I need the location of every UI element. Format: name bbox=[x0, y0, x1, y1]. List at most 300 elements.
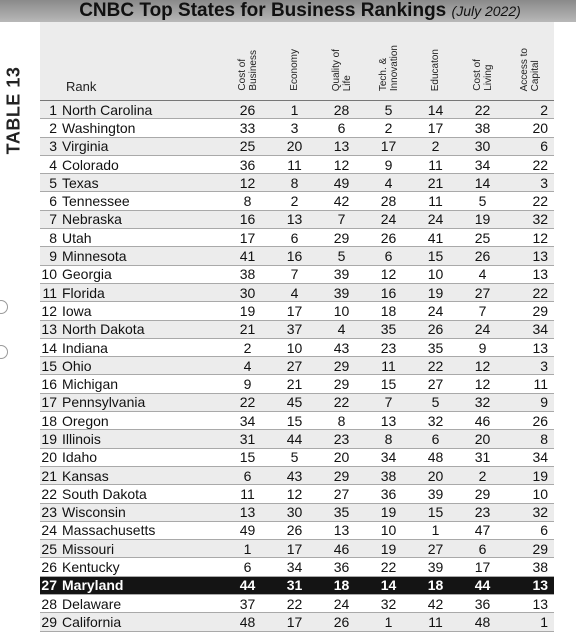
score-cell: 12 bbox=[365, 265, 412, 283]
score-cell: 22 bbox=[271, 595, 318, 613]
rank-cell: 26 bbox=[40, 558, 62, 576]
score-cell: 38 bbox=[365, 466, 412, 484]
score-cell: 1 bbox=[365, 613, 412, 631]
score-cell: 32 bbox=[365, 595, 412, 613]
rank-cell: 22 bbox=[40, 485, 62, 503]
score-cell: 44 bbox=[271, 430, 318, 448]
score-cell: 9 bbox=[459, 338, 506, 356]
score-cell: 12 bbox=[224, 174, 271, 192]
rank-cell: 13 bbox=[40, 320, 62, 338]
score-cell: 22 bbox=[412, 357, 459, 375]
state-cell: Nebraska bbox=[62, 210, 224, 228]
score-cell: 34 bbox=[506, 320, 554, 338]
col-access-to-capital-header bbox=[506, 22, 554, 101]
state-cell: Ohio bbox=[62, 357, 224, 375]
state-cell: Wisconsin bbox=[62, 503, 224, 521]
score-cell: 4 bbox=[459, 265, 506, 283]
score-cell: 1 bbox=[224, 540, 271, 558]
score-cell: 39 bbox=[412, 485, 459, 503]
state-cell: Illinois bbox=[62, 430, 224, 448]
score-cell: 30 bbox=[271, 503, 318, 521]
table-row bbox=[40, 302, 554, 320]
score-cell: 12 bbox=[506, 229, 554, 247]
score-cell: 29 bbox=[506, 540, 554, 558]
score-cell: 19 bbox=[365, 503, 412, 521]
col-tech-innovation-header bbox=[365, 22, 412, 101]
score-cell: 7 bbox=[365, 393, 412, 411]
score-cell: 8 bbox=[506, 430, 554, 448]
score-cell: 20 bbox=[318, 448, 365, 466]
column-header-text: Quality of Life bbox=[330, 48, 353, 91]
score-cell: 36 bbox=[365, 485, 412, 503]
score-cell: 2 bbox=[412, 137, 459, 155]
score-cell: 18 bbox=[412, 576, 459, 594]
score-cell: 36 bbox=[224, 155, 271, 173]
score-cell: 43 bbox=[318, 338, 365, 356]
column-header-text: Economy bbox=[289, 49, 301, 91]
score-cell: 6 bbox=[506, 137, 554, 155]
score-cell: 14 bbox=[412, 101, 459, 119]
state-cell: Maryland bbox=[62, 576, 224, 594]
score-cell: 2 bbox=[365, 119, 412, 137]
score-cell: 23 bbox=[365, 338, 412, 356]
score-cell: 10 bbox=[412, 265, 459, 283]
score-cell: 31 bbox=[459, 448, 506, 466]
score-cell: 36 bbox=[318, 558, 365, 576]
score-cell: 19 bbox=[506, 466, 554, 484]
state-cell: North Carolina bbox=[62, 101, 224, 119]
state-cell: Kansas bbox=[62, 466, 224, 484]
score-cell: 42 bbox=[318, 192, 365, 210]
score-cell: 7 bbox=[459, 302, 506, 320]
rank-cell: 18 bbox=[40, 412, 62, 430]
state-cell: South Dakota bbox=[62, 485, 224, 503]
score-cell: 19 bbox=[459, 210, 506, 228]
rank-cell: 21 bbox=[40, 466, 62, 484]
rank-cell: 10 bbox=[40, 265, 62, 283]
score-cell: 13 bbox=[318, 521, 365, 539]
score-cell: 42 bbox=[412, 595, 459, 613]
rank-cell: 25 bbox=[40, 540, 62, 558]
score-cell: 1 bbox=[506, 613, 554, 631]
score-cell: 37 bbox=[271, 320, 318, 338]
score-cell: 6 bbox=[412, 430, 459, 448]
table-row bbox=[40, 485, 554, 503]
score-cell: 11 bbox=[412, 192, 459, 210]
score-cell: 1 bbox=[412, 521, 459, 539]
rank-cell: 14 bbox=[40, 338, 62, 356]
score-cell: 34 bbox=[459, 155, 506, 173]
score-cell: 9 bbox=[224, 375, 271, 393]
score-cell: 17 bbox=[224, 229, 271, 247]
score-cell: 19 bbox=[412, 283, 459, 301]
score-cell: 26 bbox=[412, 320, 459, 338]
table-row bbox=[40, 283, 554, 301]
score-cell: 6 bbox=[224, 466, 271, 484]
state-cell: Pennsylvania bbox=[62, 393, 224, 411]
score-cell: 26 bbox=[365, 229, 412, 247]
state-cell: Oregon bbox=[62, 412, 224, 430]
score-cell: 22 bbox=[459, 101, 506, 119]
state-cell: Indiana bbox=[62, 338, 224, 356]
score-cell: 7 bbox=[318, 210, 365, 228]
score-cell: 16 bbox=[365, 283, 412, 301]
score-cell: 6 bbox=[224, 558, 271, 576]
score-cell: 28 bbox=[318, 101, 365, 119]
state-cell: Missouri bbox=[62, 540, 224, 558]
score-cell: 46 bbox=[459, 412, 506, 430]
score-cell: 26 bbox=[224, 101, 271, 119]
table-row bbox=[40, 338, 554, 356]
score-cell: 9 bbox=[506, 393, 554, 411]
score-cell: 19 bbox=[365, 540, 412, 558]
state-cell: Tennessee bbox=[62, 192, 224, 210]
score-cell: 13 bbox=[271, 210, 318, 228]
score-cell: 13 bbox=[224, 503, 271, 521]
score-cell: 6 bbox=[459, 540, 506, 558]
table-row bbox=[40, 174, 554, 192]
score-cell: 27 bbox=[412, 540, 459, 558]
table-row bbox=[40, 192, 554, 210]
score-cell: 44 bbox=[459, 576, 506, 594]
score-cell: 15 bbox=[412, 247, 459, 265]
score-cell: 2 bbox=[506, 101, 554, 119]
score-cell: 5 bbox=[459, 192, 506, 210]
score-cell: 6 bbox=[318, 119, 365, 137]
rank-cell: 19 bbox=[40, 430, 62, 448]
score-cell: 8 bbox=[224, 192, 271, 210]
score-cell: 43 bbox=[271, 466, 318, 484]
score-cell: 3 bbox=[506, 357, 554, 375]
score-cell: 26 bbox=[506, 412, 554, 430]
column-header-text: Educaton bbox=[430, 48, 442, 91]
table-row bbox=[40, 412, 554, 430]
rank-cell: 3 bbox=[40, 137, 62, 155]
title-date: (July 2022) bbox=[451, 3, 521, 19]
table-row bbox=[40, 210, 554, 228]
score-cell: 27 bbox=[459, 283, 506, 301]
state-cell: Colorado bbox=[62, 155, 224, 173]
rank-cell: 15 bbox=[40, 357, 62, 375]
score-cell: 20 bbox=[271, 137, 318, 155]
score-cell: 13 bbox=[318, 137, 365, 155]
score-cell: 11 bbox=[365, 357, 412, 375]
score-cell: 20 bbox=[459, 430, 506, 448]
table-row bbox=[40, 430, 554, 448]
table-row bbox=[40, 521, 554, 539]
score-cell: 22 bbox=[506, 192, 554, 210]
score-cell: 2 bbox=[224, 338, 271, 356]
state-cell: Georgia bbox=[62, 265, 224, 283]
state-cell: Kentucky bbox=[62, 558, 224, 576]
state-cell: Massachusetts bbox=[62, 521, 224, 539]
score-cell: 11 bbox=[412, 155, 459, 173]
score-cell: 27 bbox=[271, 357, 318, 375]
score-cell: 24 bbox=[365, 210, 412, 228]
score-cell: 23 bbox=[318, 430, 365, 448]
score-cell: 29 bbox=[318, 375, 365, 393]
score-cell: 17 bbox=[412, 119, 459, 137]
score-cell: 15 bbox=[271, 412, 318, 430]
rank-cell: 28 bbox=[40, 595, 62, 613]
score-cell: 38 bbox=[506, 558, 554, 576]
score-cell: 22 bbox=[365, 558, 412, 576]
table-row bbox=[40, 155, 554, 173]
table-row bbox=[40, 503, 554, 521]
score-cell: 15 bbox=[224, 448, 271, 466]
header-row bbox=[40, 22, 554, 101]
rank-cell: 16 bbox=[40, 375, 62, 393]
score-cell: 5 bbox=[318, 247, 365, 265]
score-cell: 15 bbox=[412, 503, 459, 521]
score-cell: 4 bbox=[365, 174, 412, 192]
score-cell: 49 bbox=[224, 521, 271, 539]
score-cell: 24 bbox=[459, 320, 506, 338]
table-row bbox=[40, 265, 554, 283]
score-cell: 39 bbox=[318, 265, 365, 283]
score-cell: 38 bbox=[224, 265, 271, 283]
rank-cell: 23 bbox=[40, 503, 62, 521]
rank-cell: 2 bbox=[40, 119, 62, 137]
table-row bbox=[40, 393, 554, 411]
table-number-label bbox=[2, 40, 26, 180]
score-cell: 27 bbox=[318, 485, 365, 503]
score-cell: 11 bbox=[506, 375, 554, 393]
table-row bbox=[40, 576, 554, 594]
score-cell: 45 bbox=[271, 393, 318, 411]
table-row bbox=[40, 558, 554, 576]
column-header-text: Tech. & Innovation bbox=[377, 44, 400, 91]
score-cell: 13 bbox=[506, 595, 554, 613]
table-row bbox=[40, 595, 554, 613]
score-cell: 31 bbox=[224, 430, 271, 448]
score-cell: 13 bbox=[506, 265, 554, 283]
score-cell: 32 bbox=[506, 210, 554, 228]
state-cell: Delaware bbox=[62, 595, 224, 613]
score-cell: 48 bbox=[224, 613, 271, 631]
score-cell: 35 bbox=[365, 320, 412, 338]
score-cell: 14 bbox=[459, 174, 506, 192]
rank-cell: 9 bbox=[40, 247, 62, 265]
table-row bbox=[40, 613, 554, 631]
score-cell: 12 bbox=[459, 375, 506, 393]
table-row bbox=[40, 137, 554, 155]
score-cell: 7 bbox=[271, 265, 318, 283]
rank-header: Rank bbox=[40, 22, 224, 101]
score-cell: 24 bbox=[318, 595, 365, 613]
score-cell: 8 bbox=[365, 430, 412, 448]
score-cell: 9 bbox=[365, 155, 412, 173]
score-cell: 4 bbox=[318, 320, 365, 338]
score-cell: 12 bbox=[318, 155, 365, 173]
table-row bbox=[40, 466, 554, 484]
score-cell: 11 bbox=[412, 613, 459, 631]
score-cell: 26 bbox=[459, 247, 506, 265]
rank-cell: 4 bbox=[40, 155, 62, 173]
score-cell: 13 bbox=[506, 247, 554, 265]
score-cell: 13 bbox=[506, 338, 554, 356]
score-cell: 10 bbox=[506, 485, 554, 503]
table-body bbox=[40, 101, 554, 632]
score-cell: 21 bbox=[412, 174, 459, 192]
column-header-text: Access to Capital bbox=[519, 47, 542, 91]
table-row bbox=[40, 357, 554, 375]
score-cell: 25 bbox=[224, 137, 271, 155]
score-cell: 26 bbox=[318, 613, 365, 631]
rank-cell: 6 bbox=[40, 192, 62, 210]
rank-cell: 8 bbox=[40, 229, 62, 247]
score-cell: 23 bbox=[459, 503, 506, 521]
score-cell: 6 bbox=[365, 247, 412, 265]
score-cell: 13 bbox=[506, 576, 554, 594]
score-cell: 32 bbox=[506, 503, 554, 521]
rank-cell: 1 bbox=[40, 101, 62, 119]
score-cell: 38 bbox=[459, 119, 506, 137]
score-cell: 22 bbox=[506, 283, 554, 301]
score-cell: 15 bbox=[365, 375, 412, 393]
score-cell: 35 bbox=[318, 503, 365, 521]
score-cell: 46 bbox=[318, 540, 365, 558]
table-number-text: TABLE 13 bbox=[3, 66, 24, 154]
score-cell: 36 bbox=[459, 595, 506, 613]
score-cell: 29 bbox=[318, 229, 365, 247]
score-cell: 10 bbox=[271, 338, 318, 356]
score-cell: 8 bbox=[318, 412, 365, 430]
score-cell: 11 bbox=[271, 155, 318, 173]
score-cell: 17 bbox=[365, 137, 412, 155]
score-cell: 34 bbox=[506, 448, 554, 466]
score-cell: 33 bbox=[224, 119, 271, 137]
state-cell: Utah bbox=[62, 229, 224, 247]
score-cell: 30 bbox=[224, 283, 271, 301]
score-cell: 31 bbox=[271, 576, 318, 594]
score-cell: 48 bbox=[412, 448, 459, 466]
score-cell: 34 bbox=[271, 558, 318, 576]
score-cell: 28 bbox=[365, 192, 412, 210]
score-cell: 6 bbox=[506, 521, 554, 539]
rank-cell: 11 bbox=[40, 283, 62, 301]
state-cell: Florida bbox=[62, 283, 224, 301]
state-cell: North Dakota bbox=[62, 320, 224, 338]
score-cell: 5 bbox=[271, 448, 318, 466]
title-text: CNBC Top States for Business Rankings bbox=[79, 0, 447, 21]
score-cell: 22 bbox=[506, 155, 554, 173]
score-cell: 18 bbox=[365, 302, 412, 320]
rank-cell: 29 bbox=[40, 613, 62, 631]
score-cell: 17 bbox=[271, 302, 318, 320]
score-cell: 21 bbox=[224, 320, 271, 338]
column-header-text: Cost of Living bbox=[471, 59, 494, 91]
score-cell: 29 bbox=[459, 485, 506, 503]
score-cell: 12 bbox=[459, 357, 506, 375]
state-cell: Texas bbox=[62, 174, 224, 192]
score-cell: 30 bbox=[459, 137, 506, 155]
col-education-header bbox=[412, 22, 459, 101]
score-cell: 5 bbox=[365, 101, 412, 119]
score-cell: 16 bbox=[224, 210, 271, 228]
score-cell: 24 bbox=[412, 210, 459, 228]
table-row bbox=[40, 229, 554, 247]
score-cell: 10 bbox=[318, 302, 365, 320]
score-cell: 29 bbox=[318, 357, 365, 375]
score-cell: 18 bbox=[318, 576, 365, 594]
table-row bbox=[40, 320, 554, 338]
score-cell: 10 bbox=[365, 521, 412, 539]
rank-cell: 24 bbox=[40, 521, 62, 539]
score-cell: 37 bbox=[224, 595, 271, 613]
score-cell: 20 bbox=[412, 466, 459, 484]
score-cell: 5 bbox=[412, 393, 459, 411]
rank-cell: 27 bbox=[40, 576, 62, 594]
col-economy-header bbox=[271, 22, 318, 101]
rank-cell: 12 bbox=[40, 302, 62, 320]
state-cell: Iowa bbox=[62, 302, 224, 320]
score-cell: 21 bbox=[271, 375, 318, 393]
score-cell: 34 bbox=[365, 448, 412, 466]
score-cell: 48 bbox=[459, 613, 506, 631]
score-cell: 20 bbox=[506, 119, 554, 137]
table-row bbox=[40, 375, 554, 393]
state-cell: Michigan bbox=[62, 375, 224, 393]
rank-cell: 5 bbox=[40, 174, 62, 192]
rank-cell: 7 bbox=[40, 210, 62, 228]
table-row bbox=[40, 247, 554, 265]
score-cell: 22 bbox=[318, 393, 365, 411]
col-cost-of-living-header bbox=[459, 22, 506, 101]
score-cell: 22 bbox=[224, 393, 271, 411]
table-row bbox=[40, 540, 554, 558]
binding-ring-icon bbox=[0, 300, 8, 314]
score-cell: 4 bbox=[271, 283, 318, 301]
state-cell: Washington bbox=[62, 119, 224, 137]
table-row bbox=[40, 119, 554, 137]
score-cell: 35 bbox=[412, 338, 459, 356]
score-cell: 14 bbox=[365, 576, 412, 594]
score-cell: 11 bbox=[224, 485, 271, 503]
score-cell: 6 bbox=[271, 229, 318, 247]
binding-ring-icon bbox=[0, 345, 8, 359]
score-cell: 32 bbox=[412, 412, 459, 430]
score-cell: 49 bbox=[318, 174, 365, 192]
score-cell: 3 bbox=[271, 119, 318, 137]
score-cell: 17 bbox=[271, 540, 318, 558]
score-cell: 2 bbox=[459, 466, 506, 484]
score-cell: 17 bbox=[459, 558, 506, 576]
score-cell: 16 bbox=[271, 247, 318, 265]
score-cell: 19 bbox=[224, 302, 271, 320]
col-cost-of-business-header bbox=[224, 22, 271, 101]
score-cell: 44 bbox=[224, 576, 271, 594]
score-cell: 13 bbox=[365, 412, 412, 430]
page-title bbox=[40, 0, 560, 22]
score-cell: 32 bbox=[459, 393, 506, 411]
col-quality-of-life-header bbox=[318, 22, 365, 101]
score-cell: 8 bbox=[271, 174, 318, 192]
state-cell: Virginia bbox=[62, 137, 224, 155]
score-cell: 25 bbox=[459, 229, 506, 247]
score-cell: 39 bbox=[318, 283, 365, 301]
score-cell: 3 bbox=[506, 174, 554, 192]
score-cell: 26 bbox=[271, 521, 318, 539]
score-cell: 12 bbox=[271, 485, 318, 503]
score-cell: 4 bbox=[224, 357, 271, 375]
score-cell: 2 bbox=[271, 192, 318, 210]
score-cell: 39 bbox=[412, 558, 459, 576]
rankings-table bbox=[40, 22, 554, 632]
score-cell: 47 bbox=[459, 521, 506, 539]
state-cell: California bbox=[62, 613, 224, 631]
score-cell: 41 bbox=[412, 229, 459, 247]
